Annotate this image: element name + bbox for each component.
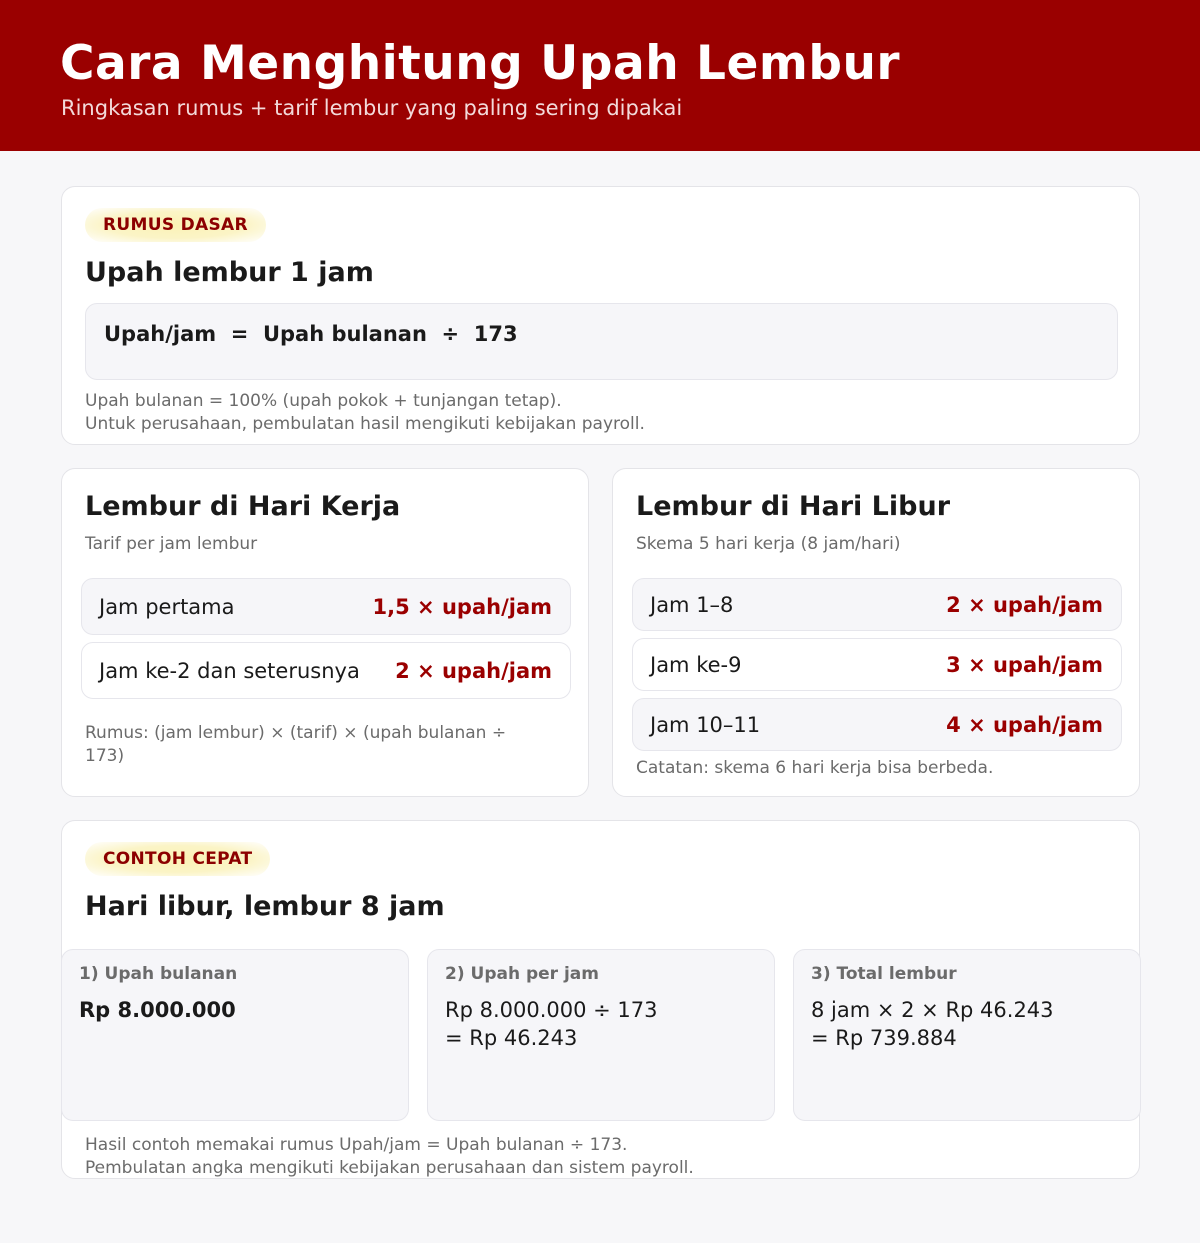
rate-label: Jam ke-9	[650, 652, 742, 677]
step-title: 3) Total lembur	[811, 964, 957, 984]
page-subtitle: Ringkasan rumus + tarif lembur yang paling sering dipakai	[61, 96, 683, 120]
rate-label: Jam ke-2 dan seterusnya	[99, 658, 360, 683]
rate-value: 1,5 × upah/jam	[372, 594, 552, 619]
step-value-line-2: = Rp 739.884	[811, 1026, 957, 1050]
step-title: 1) Upah bulanan	[79, 964, 238, 984]
step-value-line-1: Rp 8.000.000 ÷ 173	[445, 998, 658, 1022]
basic-formula-badge: RUMUS DASAR	[85, 208, 266, 242]
example-badge: CONTOH CEPAT	[85, 842, 270, 876]
rate-value: 2 × upah/jam	[946, 592, 1103, 617]
example-note-1: Hasil contoh memakai rumus Upah/jam = Upah bulanan ÷ 173.	[85, 1135, 628, 1155]
example-title: Hari libur, lembur 8 jam	[85, 891, 445, 922]
workday-card	[61, 468, 589, 797]
holiday-title: Lembur di Hari Libur	[636, 491, 951, 522]
step-value	[811, 996, 1054, 1052]
page-header	[0, 0, 1200, 151]
holiday-subtitle: Skema 5 hari kerja (8 jam/hari)	[636, 534, 901, 554]
workday-rate-row	[81, 578, 571, 635]
rate-label: Jam 10–11	[650, 712, 761, 737]
step-value-line-2: = Rp 46.243	[445, 1026, 578, 1050]
basic-formula-title: Upah lembur 1 jam	[85, 257, 374, 288]
holiday-rate-row	[632, 698, 1122, 751]
example-card	[61, 820, 1140, 1179]
workday-rate-row	[81, 642, 571, 699]
example-note-2: Pembulatan angka mengikuti kebijakan perusahaan dan sistem payroll.	[85, 1158, 694, 1178]
basic-formula-card	[61, 186, 1140, 445]
workday-title: Lembur di Hari Kerja	[85, 491, 401, 522]
holiday-rate-row	[632, 638, 1122, 691]
step-title: 2) Upah per jam	[445, 964, 599, 984]
rate-label: Jam 1–8	[650, 592, 734, 617]
example-step-hourly-wage	[427, 949, 775, 1121]
basic-formula-note-2: Untuk perusahaan, pembulatan hasil mengikuti kebijakan payroll.	[85, 414, 645, 434]
rate-value: 2 × upah/jam	[395, 658, 552, 683]
rate-value: 4 × upah/jam	[946, 712, 1103, 737]
step-value: Rp 8.000.000	[79, 998, 236, 1022]
workday-formula-note-1: Rumus: (jam lembur) × (tarif) × (upah bulanan ÷	[85, 723, 507, 743]
rate-label: Jam pertama	[99, 594, 235, 619]
step-value-line-1: 8 jam × 2 × Rp 46.243	[811, 998, 1054, 1022]
holiday-note: Catatan: skema 6 hari kerja bisa berbeda.	[636, 758, 994, 778]
basic-formula-note-1: Upah bulanan = 100% (upah pokok + tunjangan tetap).	[85, 391, 562, 411]
workday-formula-note-2: 173)	[85, 746, 125, 766]
holiday-rate-row	[632, 578, 1122, 631]
step-value	[445, 996, 658, 1052]
example-step-total-overtime	[793, 949, 1141, 1121]
page-title: Cara Menghitung Upah Lembur	[60, 36, 901, 91]
holiday-card	[612, 468, 1140, 797]
example-step-monthly-wage	[61, 949, 409, 1121]
formula-box	[85, 303, 1118, 380]
formula-text: Upah/jam = Upah bulanan ÷ 173	[104, 322, 518, 346]
rate-value: 3 × upah/jam	[946, 652, 1103, 677]
workday-subtitle: Tarif per jam lembur	[85, 534, 258, 554]
